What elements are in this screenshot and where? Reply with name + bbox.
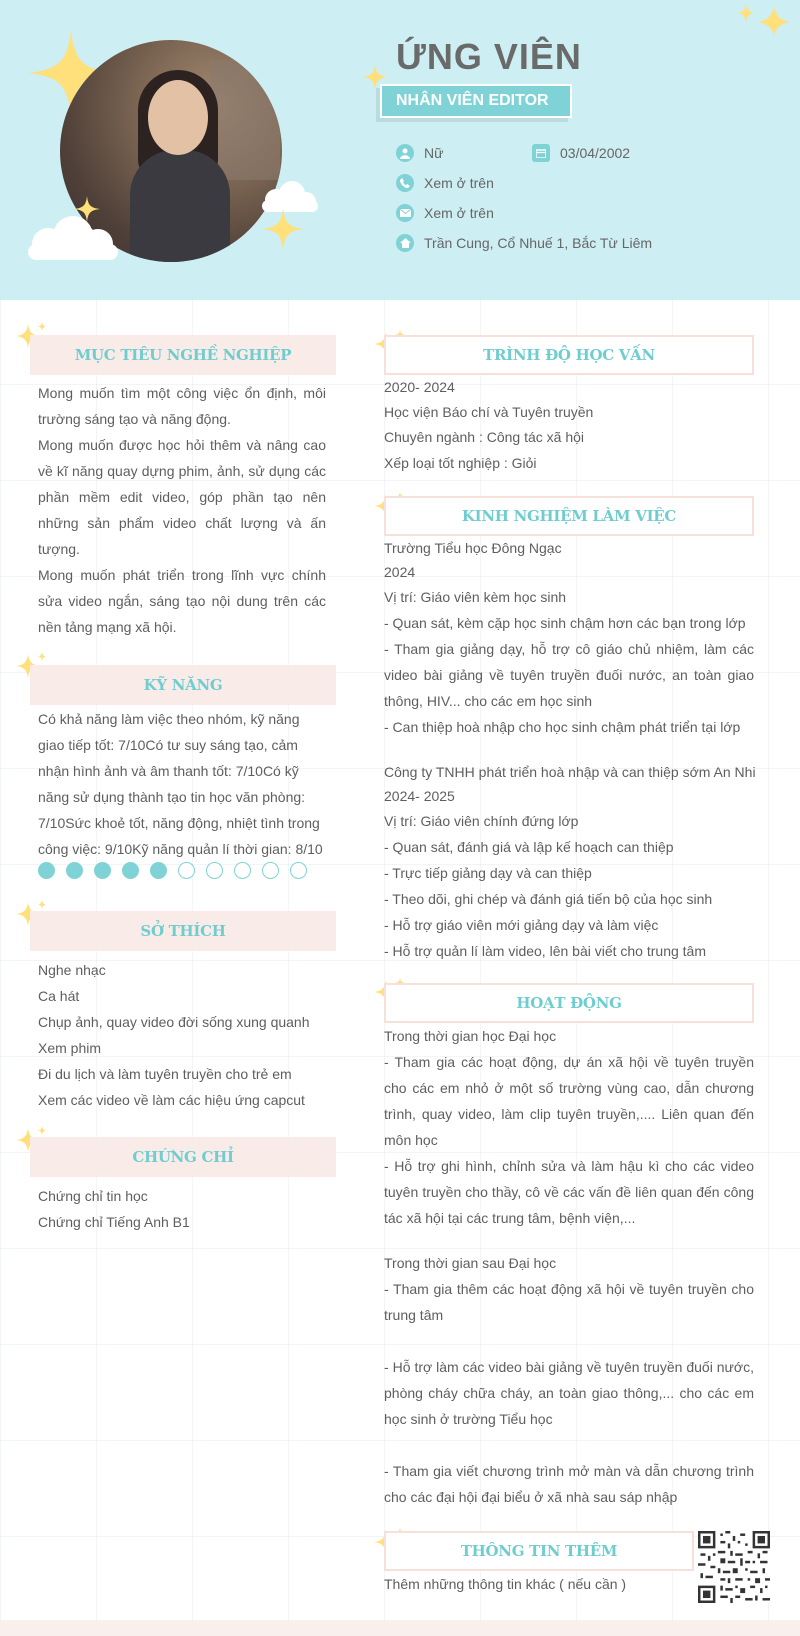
user-icon — [396, 144, 414, 162]
scallop-border — [0, 262, 800, 302]
experience-section-title: KINH NGHIỆM LÀM VIỆC — [384, 496, 754, 536]
star-decoration-icon — [74, 196, 100, 222]
gender-value: Nữ — [424, 145, 444, 161]
rating-dot — [290, 862, 307, 879]
education-school: Học viện Báo chí và Tuyên truyền — [384, 404, 594, 420]
hobby-item: Chụp ảnh, quay video đời sống xung quanh — [38, 1014, 310, 1030]
activity-item: - Tham gia viết chương trình mở màn và dẫn chương trình cho các đại hội đại biểu ở xã nhà sau sáp nhập — [384, 1463, 754, 1505]
extra-info-section-title: THÔNG TIN THÊM — [384, 1531, 694, 1571]
activity-heading: Trong thời gian học Đại học — [384, 1028, 557, 1044]
job-duty: - Quan sát, đánh giá và lập kế hoạch can thiệp — [384, 839, 674, 855]
career-text-3: Mong muốn phát triển trong lĩnh vực chính sửa video ngắn, sáng tạo nội dung trên các nền tảng mạng xã hội. — [38, 567, 326, 635]
certificates-section-title: CHỨNG CHỈ — [30, 1137, 336, 1177]
sparkle-icon — [726, 2, 790, 36]
career-text-1: Mong muốn tìm một công việc ổn định, môi trường sáng tạo và năng động. — [38, 385, 326, 427]
gender-row — [396, 144, 443, 162]
activity-item: - Hỗ trợ ghi hình, chỉnh sửa và làm hậu kì cho các video tuyên truyền cho thầy, cô về các vấn đề liên quan đến công tác xã hội tại các trung tâm, bệnh viện,... — [384, 1158, 754, 1226]
rating-dot — [94, 862, 111, 879]
birthdate-row — [532, 144, 630, 162]
activity-item: - Tham gia thêm các hoạt động xã hội về tuyên truyền cho trung tâm — [384, 1281, 754, 1323]
hobby-item: Đi du lịch và làm tuyên truyền cho trẻ em — [38, 1066, 292, 1082]
calendar-icon — [532, 144, 550, 162]
education-major: Chuyên ngành : Công tác xã hội — [384, 429, 585, 445]
candidate-name: ỨNG VIÊN — [396, 36, 582, 77]
career-section-title: MỤC TIÊU NGHỀ NGHIỆP — [30, 335, 336, 375]
education-section-title: TRÌNH ĐỘ HỌC VẤN — [384, 335, 754, 375]
mail-icon — [396, 204, 414, 222]
star-decoration-icon — [262, 208, 304, 250]
activity-item: - Tham gia các hoạt động, dự án xã hội về tuyên truyền cho các em nhỏ ở một số trường vùng cao, dẫn chương trình, quay video, làm clip tuyên truyền,.... Liên quan đến môn học — [384, 1054, 754, 1148]
job-company: Công ty TNHH phát triển hoà nhập và can thiệp sớm An Nhi — [384, 764, 756, 780]
rating-dot — [122, 862, 139, 879]
rating-dot — [66, 862, 83, 879]
rating-dot — [150, 862, 167, 879]
career-text-2: Mong muốn được học hỏi thêm và nâng cao về kĩ năng quay dựng phim, ảnh, sử dụng các phần mềm edit video, góp phần tạo nên những sản phẩm video chất lượng và ấn tượng. — [38, 437, 326, 557]
phone-icon — [396, 174, 414, 192]
certificate-item: Chứng chỉ tin học — [38, 1188, 148, 1204]
certificate-item: Chứng chỉ Tiếng Anh B1 — [38, 1214, 190, 1230]
home-icon — [396, 234, 414, 252]
education-period: 2020- 2024 — [384, 379, 455, 395]
job-duty: - Theo dõi, ghi chép và đánh giá tiến bộ của học sinh — [384, 891, 713, 907]
hobby-item: Nghe nhạc — [38, 962, 106, 978]
activity-item: - Hỗ trợ làm các video bài giảng về tuyên truyền đuối nước, phòng cháy chữa cháy, an toàn giao thông,... cho các em học sinh ở trường Tiểu học — [384, 1359, 754, 1427]
rating-dot — [262, 862, 279, 879]
hobby-item: Ca hát — [38, 988, 80, 1004]
job-duty: - Quan sát, kèm cặp học sinh chậm hơn các bạn trong lớp — [384, 615, 746, 631]
cloud-icon — [18, 214, 128, 264]
rating-dot — [178, 862, 195, 879]
activity-heading: Trong thời gian sau Đại học — [384, 1255, 557, 1271]
phone-value: Xem ở trên — [424, 175, 494, 191]
job-title-badge: NHÂN VIÊN EDITOR — [380, 84, 572, 118]
activities-section-title: HOẠT ĐỘNG — [384, 983, 754, 1023]
skills-text: Có khả năng làm việc theo nhóm, kỹ năng giao tiếp tốt: 7/10Có tư suy sáng tạo, cảm nhận hình ảnh và âm thanh tốt: 7/10Có kỹ năng sử dụng thành tạo tin học văn phòng: 7/10Sức khoẻ tốt, năng động, nhiệt tình trong công việc: 9/10Kỹ năng quản lí thời gian: 8/10 — [38, 711, 323, 857]
hobby-item: Xem phim — [38, 1040, 102, 1056]
job-period: 2024- 2025 — [384, 788, 455, 804]
rating-dot — [38, 862, 55, 879]
education-grade: Xếp loại tốt nghiệp : Giỏi — [384, 455, 537, 471]
job-company: Trường Tiểu học Đông Ngạc — [384, 540, 562, 556]
qr-code-icon — [698, 1531, 770, 1603]
rating-dot — [234, 862, 251, 879]
job-position: Vị trí: Giáo viên kèm học sinh — [384, 589, 567, 605]
birthdate-value: 03/04/2002 — [560, 145, 631, 161]
job-duty: - Can thiệp hoà nhập cho học sinh chậm phát triển tại lớp — [384, 719, 741, 735]
job-duty: - Hỗ trợ giáo viên mới giảng dạy và làm việc — [384, 917, 659, 933]
address-row — [396, 234, 652, 252]
job-period: 2024 — [384, 564, 416, 580]
rating-dot — [206, 862, 223, 879]
job-position: Vị trí: Giáo viên chính đứng lớp — [384, 813, 579, 829]
job-duty: - Trực tiếp giảng dạy và can thiệp — [384, 865, 592, 881]
job-duty: - Hỗ trợ quản lí làm video, lên bài viết cho trung tâm — [384, 943, 706, 959]
skills-section-title: KỸ NĂNG — [30, 665, 336, 705]
address-value: Trần Cung, Cổ Nhuế 1, Bắc Từ Liêm — [424, 235, 653, 251]
phone-row — [396, 174, 494, 192]
job-duty: - Tham gia giảng dạy, hỗ trợ cô giáo chủ nhiệm, làm các video bài giảng về tuyên truyền đuối nước, an toàn giao thông, HIV... cho các em học sinh — [384, 641, 754, 709]
email-row — [396, 204, 494, 222]
email-value: Xem ở trên — [424, 205, 494, 221]
extra-info-text: Thêm những thông tin khác ( nếu cần ) — [384, 1576, 627, 1592]
hobbies-section-title: SỞ THÍCH — [30, 911, 336, 951]
hobby-item: Xem các video về làm các hiệu ứng capcut — [38, 1092, 305, 1108]
